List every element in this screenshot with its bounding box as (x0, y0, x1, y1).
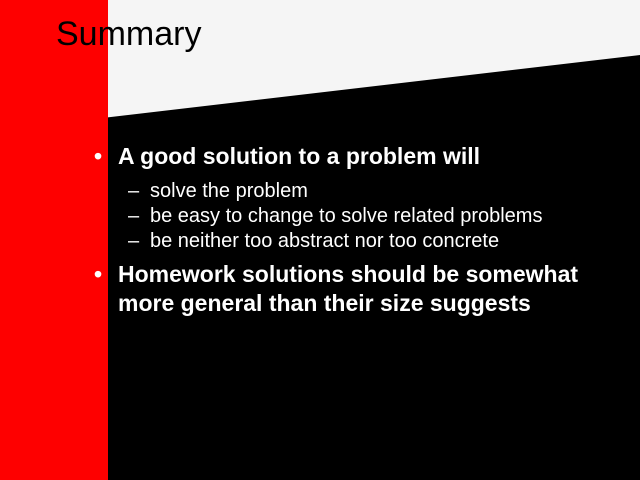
bullet-text: A good solution to a problem will (118, 143, 481, 169)
dash-glyph: – (128, 230, 140, 252)
sub-bullet-text: be easy to change to solve related problems (150, 205, 543, 227)
sub-bullet-text: be neither too abstract nor too concrete (150, 230, 500, 252)
bullet-glyph: • (94, 143, 103, 169)
dash-glyph: – (128, 180, 140, 202)
bullet-item (90, 142, 630, 171)
bullet-text: Homework solutions should be somewhat more general than their size suggests (118, 261, 579, 316)
sub-bullet-item (90, 204, 630, 229)
slide-body (90, 142, 630, 320)
bullet-glyph: • (94, 261, 103, 287)
slide-title: Summary (56, 15, 202, 53)
sub-bullet-text: solve the problem (150, 180, 308, 202)
sub-bullet-item (90, 179, 630, 204)
sub-bullet-item (90, 229, 630, 254)
dash-glyph: – (128, 205, 140, 227)
bullet-item (90, 260, 630, 318)
